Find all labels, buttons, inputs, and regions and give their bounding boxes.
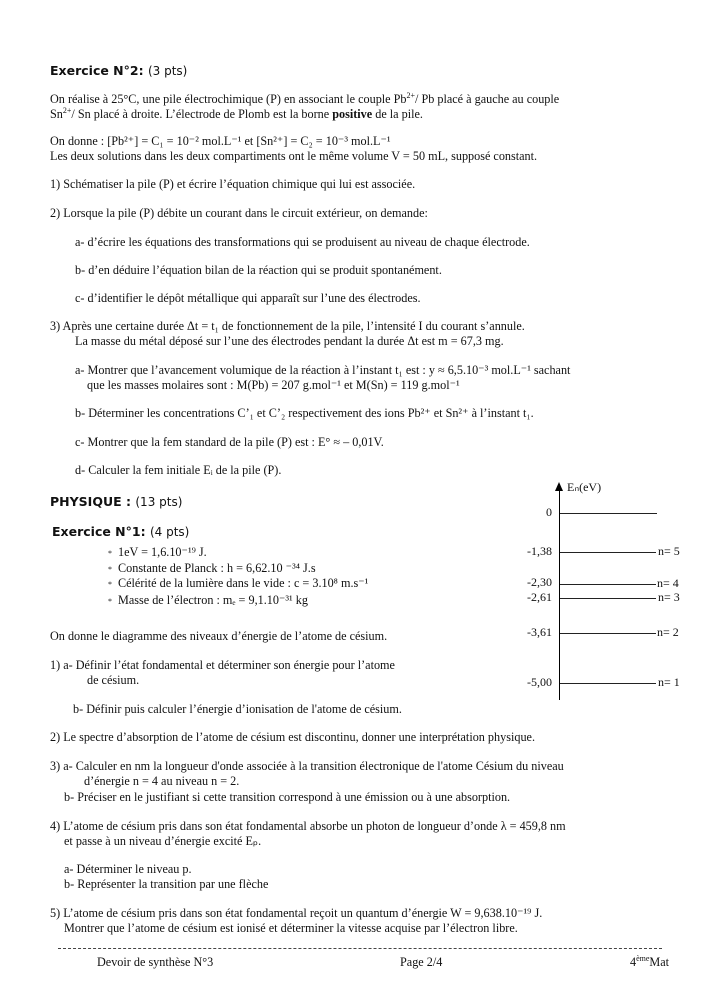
intro-line-2: $Sn^{2+}/$ Sn placé à droite. L’électrode de Plomb est la borne positive de la pile.	[50, 106, 423, 121]
axis-label: Eₙ(eV)	[567, 480, 602, 494]
question-4-line-2: et passe à un niveau d’énergie excité Eₚ.	[64, 834, 262, 848]
physique-title: PHYSIQUE	[50, 494, 122, 509]
question-3a-line-2: que les masses molaires sont : M(Pb) = 207 g.mol⁻¹ et M(Sn) = 119 g.mol⁻¹	[87, 378, 460, 392]
question-3b: b- Déterminer les concentrations C’₁ et C’₂ respectivement des ions Pb²⁺ et Sn²⁺ à l’instant t₁.	[75, 406, 534, 420]
energy-axis	[559, 490, 560, 700]
constant-item: * Constante de Planck : h = 6,62.10 ⁻³⁴ J.s	[108, 561, 316, 575]
question-1b: b- Définir puis calculer l’énergie d’ionisation de l'atome de césium.	[73, 702, 402, 716]
level-energy: -3,61	[527, 625, 552, 639]
question-2c: c- d’identifier le dépôt métallique qui apparaît sur l’une des électrodes.	[75, 291, 421, 305]
question-2a: a- d’écrire les équations des transformations qui se produisent au niveau de chaque électrode.	[75, 235, 530, 249]
physique-heading: PHYSIQUE : (13 pts)	[50, 494, 183, 509]
given-line-2: Les deux solutions dans les deux compartiments ont le même volume V = 50 mL, supposé constant.	[50, 149, 538, 163]
footer-right: 4èmeMat	[630, 954, 670, 969]
level-n-label: n= 3	[658, 590, 680, 604]
level-line-4	[560, 584, 656, 585]
exercise-2-title: Exercice N°2	[50, 63, 139, 78]
question-4b: b- Représenter la transition par une flèche	[64, 877, 269, 891]
level-n-label: n= 1	[658, 675, 680, 689]
question-2b: b- d’en déduire l’équation bilan de la réaction qui se produit spontanément.	[75, 263, 442, 277]
question-2: 2) Lorsque la pile (P) débite un courant dans le circuit extérieur, on demande:	[50, 206, 428, 220]
question-5-line-2: Montrer que l’atome de césium est ionisé et déterminer la vitesse acquise par l’électron libre.	[64, 921, 518, 935]
question-3a-line-1: a- Montrer que l’avancement volumique de la réaction à l’instant t₁ est : y ≈ 6,5.10⁻³ mol.L⁻¹ sachant	[75, 363, 571, 377]
question-3a-line-2: d’énergie n = 4 au niveau n = 2.	[84, 774, 240, 788]
given-line-1: On donne : [Pb²⁺] = C₁ = 10⁻² mol.L⁻¹ et [Sn²⁺] = C₂ = 10⁻³ mol.L⁻¹	[50, 134, 391, 148]
bullet-icon: *	[108, 565, 112, 574]
bullet-icon: *	[108, 549, 112, 558]
footer-left: Devoir de synthèse N°3	[97, 955, 214, 969]
positive-emphasis: positive	[332, 107, 373, 121]
level-n-label: n= 2	[657, 625, 679, 639]
level-energy: -1,38	[527, 544, 552, 558]
constant-item: * Masse de l’électron : mₑ = 9,1.10⁻³¹ kg	[108, 593, 308, 607]
level-line-3	[560, 598, 656, 599]
constant-item: * Célérité de la lumière dans le vide : c = 3.10⁸ m.s⁻¹	[108, 576, 369, 590]
level-energy: -2,30	[527, 575, 552, 589]
level-n-label: n= 5	[658, 544, 680, 558]
question-4a: a- Déterminer le niveau p.	[64, 862, 192, 876]
intro-line-1: On réalise à 25°C, une pile électrochimique (P) en associant le couple $Pb^{2+}/$ Pb placé à gauche au couple	[50, 91, 560, 106]
level-energy: -5,00	[527, 675, 552, 689]
question-5-line-1: 5) L’atome de césium pris dans son état fondamental reçoit un quantum d’énergie W = 9,638.10⁻¹⁹ J.	[50, 906, 543, 920]
energy-level-diagram	[500, 480, 720, 700]
question-1a-line-1: 1) a- Définir l’état fondamental et déterminer son énergie pour l’atome	[50, 658, 395, 672]
question-3-line-2: La masse du métal déposé sur l’une des électrodes pendant la durée Δt est m = 67,3 mg.	[75, 334, 504, 348]
level-n-label: n= 4	[657, 576, 679, 590]
footer-divider	[58, 948, 662, 949]
question-3-line-1: 3) Après une certaine durée Δt = t₁ de fonctionnement de la pile, l’intensité I du courant s’annule.	[50, 319, 525, 333]
question-3a-line-1: 3) a- Calculer en nm la longueur d'onde associée à la transition électronique de l'atome Césium du niveau	[50, 759, 564, 773]
level-line-0	[560, 513, 657, 514]
question-1a-line-2: de césium.	[87, 673, 140, 687]
physique-exercise-1-points: (4 pts)	[149, 525, 190, 539]
level-line-1	[560, 683, 656, 684]
question-3c: c- Montrer que la fem standard de la pile (P) est : E° ≈ – 0,01V.	[75, 435, 384, 449]
question-2: 2) Le spectre d’absorption de l’atome de césium est discontinu, donner une interprétation physique.	[50, 730, 535, 744]
level-energy: -2,61	[527, 590, 552, 604]
level-energy: 0	[546, 505, 552, 519]
diagram-intro: On donne le diagramme des niveaux d’énergie de l’atome de césium.	[50, 629, 388, 643]
bullet-icon: *	[108, 580, 112, 589]
exercise-2-points: (3 pts)	[147, 64, 188, 78]
physique-exercise-1-title: Exercice N°1	[52, 524, 141, 539]
constant-item: * 1eV = 1,6.10⁻¹⁹ J.	[108, 545, 207, 559]
bullet-icon: *	[108, 597, 112, 606]
question-4-line-1: 4) L’atome de césium pris dans son état fondamental absorbe un photon de longueur d’onde λ = 459,8 nm	[50, 819, 566, 833]
footer-page-number: Page 2/4	[400, 955, 443, 969]
physique-points: (13 pts)	[135, 495, 183, 509]
exercise-2-heading: Exercice N°2: (3 pts)	[50, 63, 188, 78]
question-3d: d- Calculer la fem initiale Eᵢ de la pile (P).	[75, 463, 282, 477]
level-line-2	[560, 633, 656, 634]
question-3b: b- Préciser en le justifiant si cette transition correspond à une émission ou à une absorption.	[64, 790, 511, 804]
physique-exercise-1-heading: Exercice N°1: (4 pts)	[52, 524, 190, 539]
level-line-5	[560, 552, 656, 553]
question-1: 1) Schématiser la pile (P) et écrire l’équation chimique qui lui est associée.	[50, 177, 416, 191]
